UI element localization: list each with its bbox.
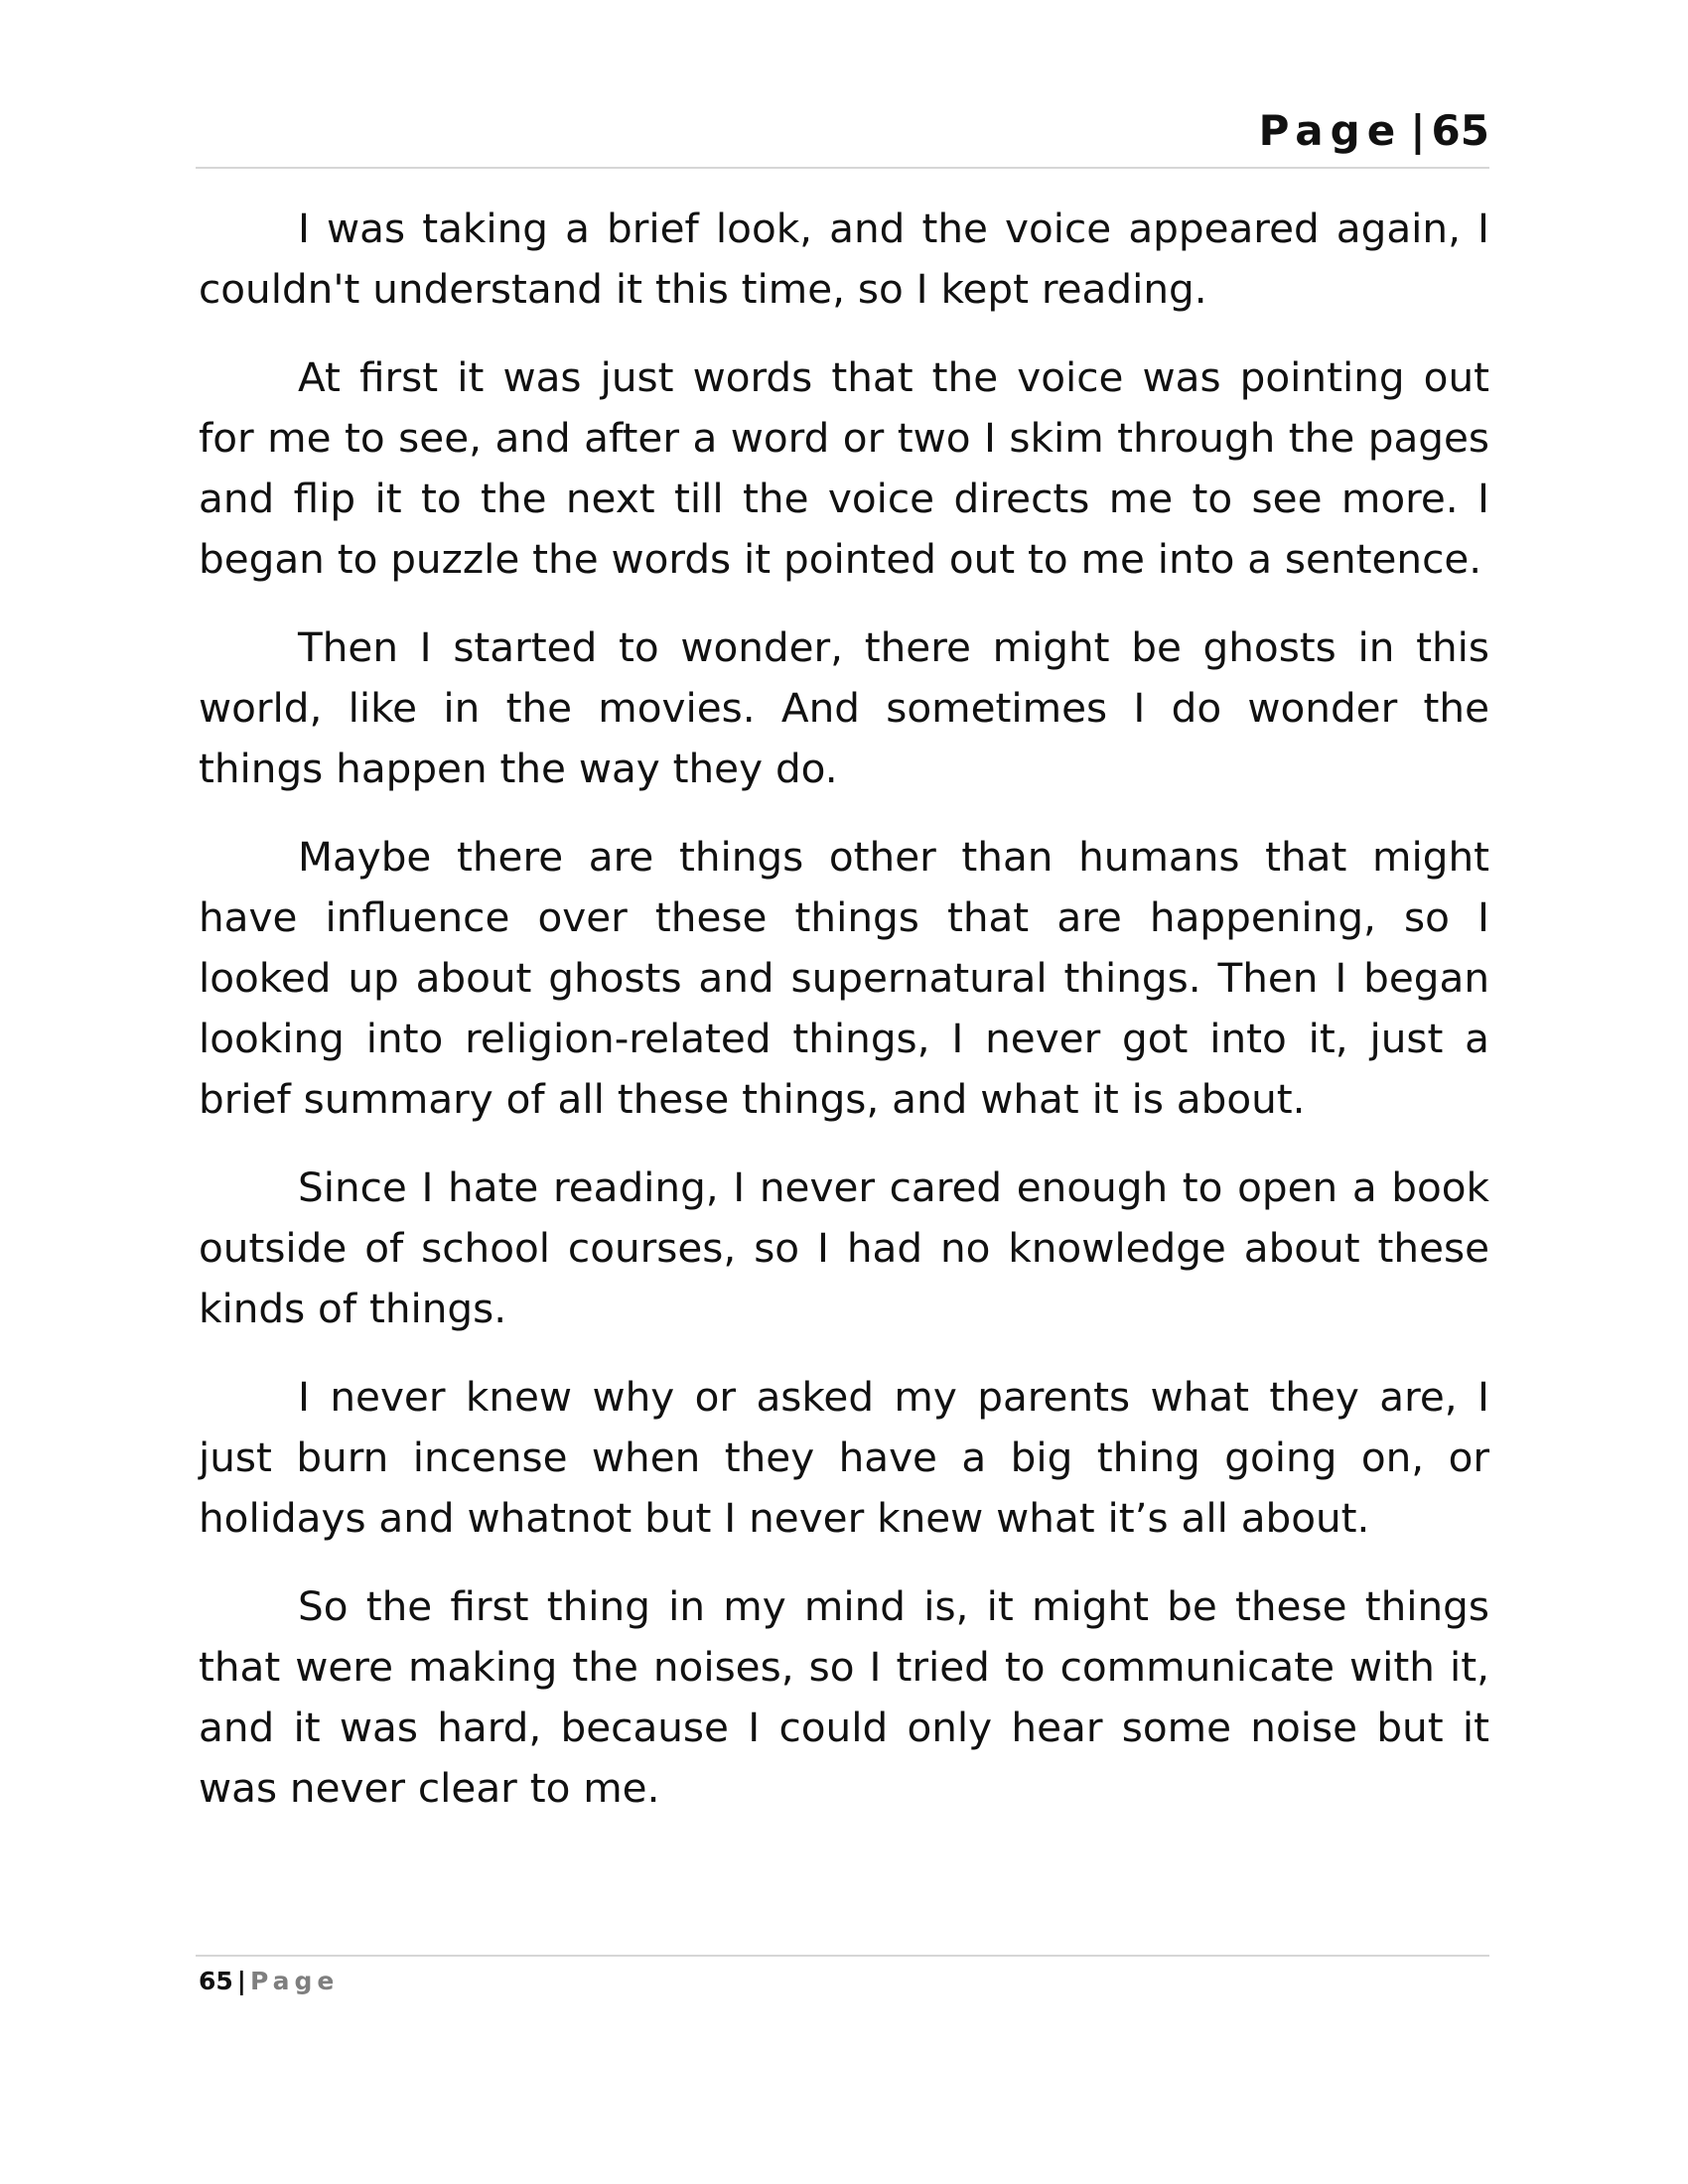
paragraph-5: Since I hate reading, I never cared enough to open a book outside of school courses, so I had no knowledge about these kinds of things. [199, 1163, 1489, 1332]
page-footer [196, 1955, 1489, 1995]
header-separator: | [1410, 106, 1426, 155]
paragraph-3: Then I started to wonder, there might be ghosts in this world, like in the movies. And sometimes I do wonder the things happen the way they do. [199, 623, 1489, 792]
header-page-label [1259, 107, 1489, 155]
paragraph-7: So the first thing in my mind is, it might be these things that were making the noises, so I tried to communicate with it, and it was hard, because I could only hear some noise but it was never clear to me. [199, 1582, 1489, 1812]
header-page-word: Page [1258, 106, 1403, 155]
footer-separator: | [236, 1967, 246, 1995]
footer-page-number: 65 [199, 1967, 233, 1995]
paragraph-4: Maybe there are things other than humans that might have influence over these things that are happening, so I looked up about ghosts and supernatural things. Then I began looking into religion-related things, I never got into it, just a brief summary of all these things, and what it is about. [199, 833, 1489, 1123]
paragraph-6: I never knew why or asked my parents what they are, I just burn incense when they have a big thing going on, or holidays and whatnot but I never knew what it’s all about. [199, 1373, 1489, 1542]
body-text [199, 199, 1489, 1846]
header-page-number: 65 [1431, 106, 1489, 155]
paragraph-2: At first it was just words that the voice was pointing out for me to see, and after a word or two I skim through the pages and flip it to the next till the voice directs me to see more. I began to puzzle the words it pointed out to me into a sentence. [199, 353, 1489, 583]
page-header [196, 99, 1489, 169]
footer-page-word: Page [249, 1967, 340, 1995]
paragraph-1: I was taking a brief look, and the voice appeared again, I couldn't understand it this time, so I kept reading. [199, 205, 1489, 313]
footer-page-label [199, 1967, 339, 1996]
